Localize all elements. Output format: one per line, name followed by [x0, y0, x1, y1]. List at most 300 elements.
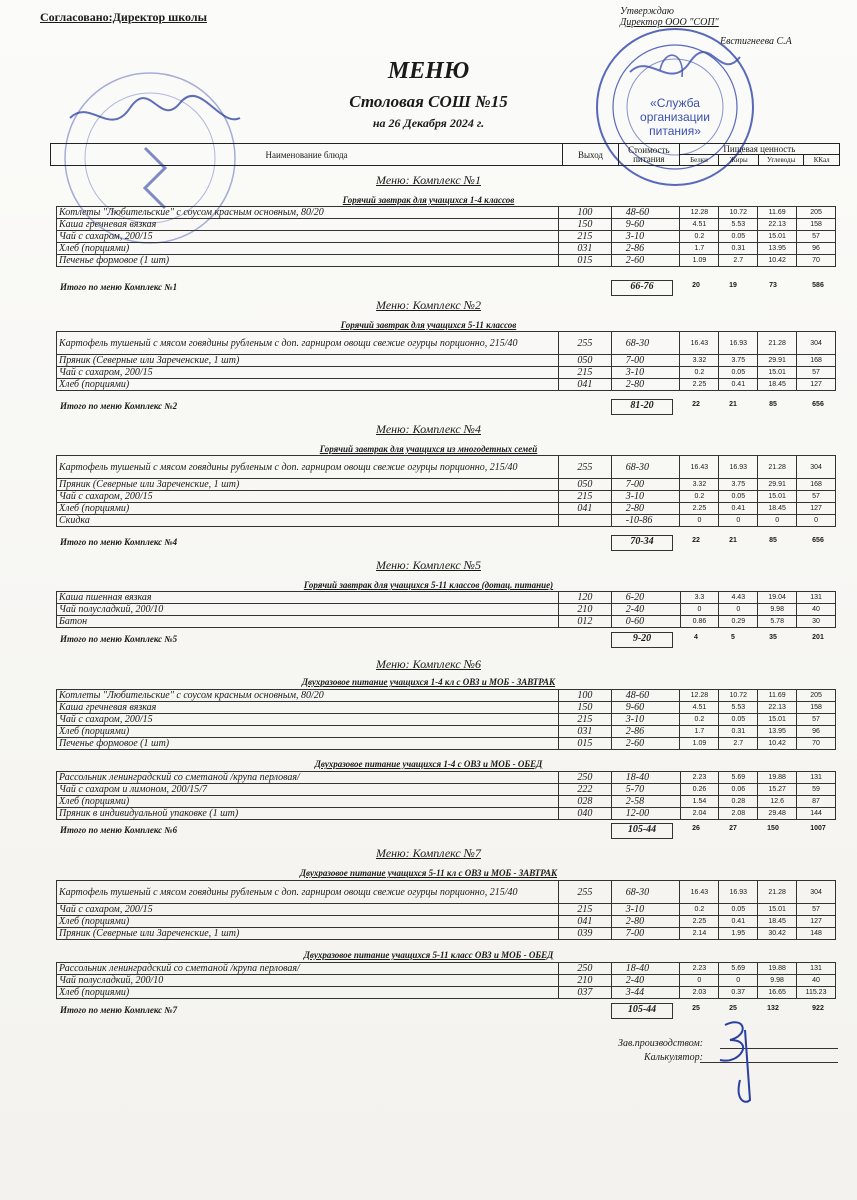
- complex-subtitle: Горячий завтрак для учащихся 5-11 классов (дотац. питание): [303, 580, 554, 590]
- dish-carbs: 21.28: [758, 332, 797, 355]
- dish-protein: 16.43: [680, 332, 719, 355]
- dish-price: 2-40: [611, 975, 680, 987]
- total-kcal: 656: [812, 401, 824, 408]
- table-row: [57, 784, 836, 796]
- dish-name: Чай с сахаром, 200/15: [57, 231, 559, 243]
- dish-protein: 3.3: [680, 592, 719, 604]
- total-carbs: 150: [767, 825, 779, 832]
- dish-name: Картофель тушеный с мясом говядины рубленым с доп. гарниром овощи свежие огурцы порционно, 215/40: [57, 332, 559, 355]
- total-price: 70-34: [611, 535, 673, 551]
- dish-carbs: 10.42: [758, 738, 797, 750]
- table-row: [57, 772, 836, 784]
- total-label: Итого по меню Комплекс №2: [60, 401, 178, 411]
- dish-fat: 0.05: [719, 491, 758, 503]
- complex-title: Меню: Комплекс №1: [376, 173, 481, 187]
- dish-output: 050: [558, 479, 611, 491]
- dish-name: Хлеб (порциями): [57, 379, 559, 391]
- dish-fat: 0: [719, 515, 758, 527]
- dish-kcal: 127: [797, 916, 836, 928]
- dish-fat: 5.53: [719, 702, 758, 714]
- dish-output: 215: [559, 714, 612, 726]
- dish-carbs: 30.42: [758, 928, 797, 940]
- dish-kcal: 57: [797, 491, 836, 503]
- dish-price: 18-40: [611, 963, 680, 975]
- dish-output: 150: [559, 702, 612, 714]
- dish-kcal: 30: [797, 616, 836, 628]
- col-nutrition: Пищевая ценность: [679, 144, 839, 155]
- dish-price: 9-60: [611, 219, 680, 231]
- total-label: Итого по меню Комплекс №6: [60, 825, 178, 835]
- dish-kcal: 158: [797, 702, 836, 714]
- dish-kcal: 127: [797, 379, 836, 391]
- dish-protein: 1.09: [680, 738, 719, 750]
- dish-output: 222: [559, 784, 612, 796]
- dish-name: Батон: [57, 616, 559, 628]
- dish-output: 100: [559, 690, 612, 702]
- dish-price: 48-60: [611, 207, 680, 219]
- dish-kcal: 70: [797, 255, 836, 267]
- dish-fat: 16.93: [719, 332, 758, 355]
- dish-carbs: 18.45: [758, 503, 797, 515]
- dish-name: Хлеб (порциями): [57, 503, 559, 515]
- dish-fat: 2.08: [719, 808, 758, 820]
- dish-protein: 0.2: [680, 367, 719, 379]
- dish-protein: 0.2: [680, 491, 719, 503]
- total-fat: 5: [731, 634, 735, 641]
- dish-fat: 4.43: [719, 592, 758, 604]
- dish-carbs: 9.98: [758, 604, 797, 616]
- dish-fat: 5.69: [719, 963, 758, 975]
- dish-output: 041: [558, 503, 611, 515]
- dish-price: 2-80: [611, 379, 680, 391]
- table-row: [57, 963, 836, 975]
- dish-price: 2-60: [611, 255, 680, 267]
- dish-name: Чай с сахаром, 200/15: [57, 904, 559, 916]
- dish-fat: 0.41: [719, 503, 758, 515]
- dish-fat: 2.7: [719, 255, 758, 267]
- dish-output: 100: [559, 207, 612, 219]
- dish-output: 215: [559, 231, 612, 243]
- dish-price: 18-40: [611, 772, 680, 784]
- total-kcal: 1007: [810, 825, 826, 832]
- total-label: Итого по меню Комплекс №1: [60, 282, 178, 292]
- total-carbs: 85: [769, 401, 777, 408]
- total-price: 105-44: [611, 823, 673, 839]
- table-row: [57, 928, 836, 940]
- calculator-label: Калькулятор:: [644, 1052, 703, 1063]
- dish-kcal: 131: [797, 772, 836, 784]
- table-row: [57, 379, 836, 391]
- table-row: [57, 726, 836, 738]
- dish-kcal: 96: [797, 726, 836, 738]
- total-carbs: 73: [769, 282, 777, 289]
- dish-protein: 2.25: [680, 379, 719, 391]
- dish-protein: 1.54: [680, 796, 719, 808]
- dish-kcal: 57: [797, 231, 836, 243]
- table-row: [57, 515, 836, 527]
- dish-output: 015: [559, 738, 612, 750]
- dish-kcal: 59: [797, 784, 836, 796]
- dish-name: Хлеб (порциями): [57, 796, 559, 808]
- dish-fat: 5.69: [719, 772, 758, 784]
- production-label: Зав.производством:: [618, 1038, 704, 1049]
- total-carbs: 85: [769, 537, 777, 544]
- approve-name: Евстигнеева С.А: [720, 36, 792, 47]
- table-row: [57, 207, 836, 219]
- table-row: [57, 616, 836, 628]
- dish-price: 2-86: [611, 243, 680, 255]
- dish-fat: 10.72: [719, 207, 758, 219]
- dish-fat: 0.37: [719, 987, 758, 999]
- dish-output: 120: [559, 592, 612, 604]
- dish-output: 210: [559, 604, 612, 616]
- dish-price: 3-10: [611, 367, 680, 379]
- col-carbs: Углеводы: [758, 155, 804, 166]
- dish-carbs: 15.01: [758, 491, 797, 503]
- table-row: [57, 714, 836, 726]
- dish-output: 255: [558, 881, 611, 904]
- dish-carbs: 22.13: [758, 219, 797, 231]
- complex-subtitle: Горячий завтрак для учащихся 5-11 классов: [340, 320, 517, 330]
- table-row: [57, 738, 836, 750]
- dish-fat: 0.05: [719, 904, 758, 916]
- menu-table: [56, 591, 836, 628]
- complex-subtitle: Двухразовое питание учащихся 5-11 кл с ОВЗ и МОБ - ЗАВТРАК: [299, 868, 558, 878]
- dish-name: Котлеты "Любительские" с соусом красным основным, 80/20: [57, 690, 559, 702]
- dish-output: 041: [558, 379, 611, 391]
- total-fat: 19: [729, 282, 737, 289]
- dish-fat: 10.72: [719, 690, 758, 702]
- table-row: [57, 503, 836, 515]
- table-row: [57, 219, 836, 231]
- dish-kcal: 304: [797, 332, 836, 355]
- dish-kcal: 57: [797, 904, 836, 916]
- dish-protein: 4.51: [680, 702, 719, 714]
- table-row: [57, 808, 836, 820]
- dish-kcal: 0: [797, 515, 836, 527]
- menu-table: [56, 771, 836, 820]
- total-fat: 27: [729, 825, 737, 832]
- dish-protein: 2.25: [680, 916, 719, 928]
- dish-kcal: 148: [797, 928, 836, 940]
- dish-protein: 1.7: [680, 726, 719, 738]
- signature-mark: [700, 1010, 780, 1110]
- dish-output: 040: [559, 808, 612, 820]
- dish-name: Хлеб (порциями): [57, 243, 559, 255]
- dish-carbs: 21.28: [758, 881, 797, 904]
- dish-output: 255: [558, 332, 611, 355]
- dish-fat: 0.05: [719, 367, 758, 379]
- dish-protein: 3.32: [680, 355, 719, 367]
- dish-protein: 1.7: [680, 243, 719, 255]
- dish-name: Пряник (Северные или Зареченские, 1 шт): [57, 355, 559, 367]
- dish-protein: 16.43: [680, 881, 719, 904]
- dish-output: 150: [559, 219, 612, 231]
- dish-output: 031: [559, 726, 612, 738]
- stamp-center-text: «Служба организации питания»: [640, 96, 710, 138]
- table-row: [57, 881, 836, 904]
- dish-fat: 3.75: [719, 355, 758, 367]
- dish-kcal: 57: [797, 367, 836, 379]
- dish-protein: 3.32: [680, 479, 719, 491]
- table-row: [57, 987, 836, 999]
- dish-name: Хлеб (порциями): [57, 987, 559, 999]
- dish-output: 037: [558, 987, 611, 999]
- dish-carbs: 22.13: [758, 702, 797, 714]
- dish-protein: 0.86: [680, 616, 719, 628]
- total-price: 81-20: [611, 399, 673, 415]
- dish-name: Котлеты "Любительские" с соусом красным основным, 80/20: [57, 207, 559, 219]
- dish-output: 255: [558, 456, 611, 479]
- menu-table: [56, 206, 836, 267]
- dish-price: 3-10: [611, 491, 680, 503]
- table-row: [57, 355, 836, 367]
- dish-carbs: 19.88: [758, 963, 797, 975]
- dish-name: Чай с сахаром, 200/15: [57, 367, 559, 379]
- complex-subtitle: Двухразовое питание учащихся 1-4 с ОВЗ и МОБ - ОБЕД: [314, 759, 543, 769]
- total-price: 66-76: [611, 280, 673, 296]
- dish-kcal: 168: [797, 479, 836, 491]
- dish-name: Картофель тушеный с мясом говядины рубленым с доп. гарниром овощи свежие огурцы порционно, 215/40: [57, 456, 559, 479]
- dish-price: 3-10: [611, 904, 680, 916]
- dish-price: 0-60: [611, 616, 680, 628]
- table-row: [57, 702, 836, 714]
- table-row: [57, 332, 836, 355]
- dish-carbs: 11.69: [758, 207, 797, 219]
- dish-carbs: 5.78: [758, 616, 797, 628]
- dish-carbs: 19.88: [758, 772, 797, 784]
- dish-price: 3-10: [611, 231, 680, 243]
- dish-output: 039: [558, 928, 611, 940]
- dish-name: Печенье формовое (1 шт): [57, 255, 559, 267]
- table-row: [57, 916, 836, 928]
- dish-fat: 0.05: [719, 231, 758, 243]
- dish-protein: 16.43: [680, 456, 719, 479]
- dish-name: Печенье формовое (1 шт): [57, 738, 559, 750]
- dish-price: 9-60: [611, 702, 680, 714]
- table-row: [57, 243, 836, 255]
- dish-price: 5-70: [611, 784, 680, 796]
- col-output: Выход: [563, 144, 619, 166]
- dish-kcal: 40: [797, 975, 836, 987]
- dish-protein: 2.04: [680, 808, 719, 820]
- dish-carbs: 15.01: [758, 367, 797, 379]
- table-row: [57, 367, 836, 379]
- table-row: [57, 491, 836, 503]
- total-label: Итого по меню Комплекс №5: [60, 634, 178, 644]
- total-fat: 25: [729, 1005, 737, 1012]
- dish-name: Каша гречневая вязкая: [57, 702, 559, 714]
- dish-name: Хлеб (порциями): [57, 726, 559, 738]
- dish-fat: 16.93: [719, 881, 758, 904]
- dish-price: 6-20: [611, 592, 680, 604]
- dish-protein: 2.23: [680, 772, 719, 784]
- dish-output: [558, 515, 611, 527]
- dish-fat: 3.75: [719, 479, 758, 491]
- total-fat: 21: [729, 401, 737, 408]
- dish-name: Пряник в индивидуальной упаковке (1 шт): [57, 808, 559, 820]
- dish-price: -10-86: [611, 515, 680, 527]
- complex-title: Меню: Комплекс №4: [376, 422, 481, 436]
- dish-output: 215: [558, 367, 611, 379]
- dish-protein: 0.2: [680, 714, 719, 726]
- dish-kcal: 87: [797, 796, 836, 808]
- dish-protein: 2.03: [680, 987, 719, 999]
- menu-table: [56, 455, 836, 527]
- dish-carbs: 15.27: [758, 784, 797, 796]
- dish-protein: 0: [680, 515, 719, 527]
- dish-price: 2-40: [611, 604, 680, 616]
- dish-price: 68-30: [611, 456, 680, 479]
- dish-kcal: 168: [797, 355, 836, 367]
- table-row: [57, 904, 836, 916]
- col-cost: Стоимость питания: [618, 144, 679, 166]
- total-protein: 20: [692, 282, 700, 289]
- dish-carbs: 10.42: [758, 255, 797, 267]
- dish-fat: 0.31: [719, 726, 758, 738]
- dish-output: 215: [558, 904, 611, 916]
- total-protein: 26: [692, 825, 700, 832]
- table-row: [57, 255, 836, 267]
- dish-name: Чай с сахаром, 200/15: [57, 714, 559, 726]
- col-fat: Жиры: [719, 155, 759, 166]
- page-title: МЕНЮ: [387, 58, 470, 84]
- dish-output: 250: [559, 772, 612, 784]
- dish-name: Каша пшенная вязкая: [57, 592, 559, 604]
- dish-fat: 0.29: [719, 616, 758, 628]
- dish-price: 2-86: [611, 726, 680, 738]
- total-label: Итого по меню Комплекс №7: [60, 1005, 178, 1015]
- dish-kcal: 131: [797, 592, 836, 604]
- dish-carbs: 9.98: [758, 975, 797, 987]
- dish-output: 012: [559, 616, 612, 628]
- agreed-label: Согласовано:Директор школы: [40, 10, 207, 24]
- dish-price: 3-10: [611, 714, 680, 726]
- dish-price: 3-44: [611, 987, 680, 999]
- dish-carbs: 29.91: [758, 479, 797, 491]
- dish-carbs: 29.48: [758, 808, 797, 820]
- dish-protein: 12.28: [680, 207, 719, 219]
- complex-title: Меню: Комплекс №6: [376, 657, 481, 671]
- dish-name: Рассольник ленинградский со сметаной /крупа перловая/: [57, 963, 559, 975]
- dish-carbs: 15.01: [758, 904, 797, 916]
- total-price: 9-20: [611, 632, 673, 648]
- col-protein: Белки: [679, 155, 719, 166]
- dish-carbs: 18.45: [758, 916, 797, 928]
- dish-kcal: 127: [797, 503, 836, 515]
- table-row: [57, 690, 836, 702]
- dish-name: Хлеб (порциями): [57, 916, 559, 928]
- dish-carbs: 12.6: [758, 796, 797, 808]
- dish-price: 7-00: [611, 355, 680, 367]
- dish-output: 041: [558, 916, 611, 928]
- table-row: [57, 796, 836, 808]
- dish-protein: 1.09: [680, 255, 719, 267]
- complex-subtitle: Горячий завтрак для учащихся 1-4 классов: [342, 195, 515, 205]
- dish-carbs: 13.95: [758, 243, 797, 255]
- dish-carbs: 0: [758, 515, 797, 527]
- dish-carbs: 16.65: [758, 987, 797, 999]
- dish-kcal: 144: [797, 808, 836, 820]
- dish-protein: 2.14: [680, 928, 719, 940]
- dish-kcal: 70: [797, 738, 836, 750]
- dish-protein: 2.25: [680, 503, 719, 515]
- dish-price: 2-80: [611, 503, 680, 515]
- dish-price: 68-30: [611, 881, 680, 904]
- complex-subtitle: Двухразовое питание учащихся 5-11 класс ОВЗ и МОБ - ОБЕД: [303, 950, 554, 960]
- approve-line1: Утверждаю: [620, 6, 674, 17]
- dish-price: 7-00: [611, 928, 680, 940]
- total-price: 105-44: [611, 1003, 673, 1019]
- dish-output: 050: [558, 355, 611, 367]
- dish-name: Чай с сахаром и лимоном, 200/15/7: [57, 784, 559, 796]
- total-kcal: 922: [812, 1005, 824, 1012]
- complex-title: Меню: Комплекс №7: [376, 846, 481, 860]
- complex-title: Меню: Комплекс №2: [376, 298, 481, 312]
- dish-kcal: 96: [797, 243, 836, 255]
- dish-fat: 0.06: [719, 784, 758, 796]
- dish-protein: 0: [680, 975, 719, 987]
- dish-price: 48-60: [611, 690, 680, 702]
- dish-protein: 12.28: [680, 690, 719, 702]
- dish-price: 12-00: [611, 808, 680, 820]
- dish-fat: 0.31: [719, 243, 758, 255]
- menu-table: [56, 880, 836, 940]
- dish-output: 028: [559, 796, 612, 808]
- dish-kcal: 131: [797, 963, 836, 975]
- dish-kcal: 57: [797, 714, 836, 726]
- total-fat: 21: [729, 537, 737, 544]
- dish-protein: 0.26: [680, 784, 719, 796]
- dish-output: 031: [559, 243, 612, 255]
- dish-carbs: 11.69: [758, 690, 797, 702]
- dish-kcal: 158: [797, 219, 836, 231]
- dish-protein: 4.51: [680, 219, 719, 231]
- total-kcal: 201: [812, 634, 824, 641]
- dish-name: Каша гречневая вязкая: [57, 219, 559, 231]
- dish-kcal: 205: [797, 690, 836, 702]
- table-row: [57, 592, 836, 604]
- total-protein: 22: [692, 537, 700, 544]
- dish-price: 7-00: [611, 479, 680, 491]
- dish-carbs: 19.04: [758, 592, 797, 604]
- dish-protein: 2.23: [680, 963, 719, 975]
- total-kcal: 656: [812, 537, 824, 544]
- dish-price: 2-80: [611, 916, 680, 928]
- total-kcal: 586: [812, 282, 824, 289]
- table-row: [57, 604, 836, 616]
- dish-price: 2-60: [611, 738, 680, 750]
- col-kcal: ККал: [804, 155, 840, 166]
- dish-output: 210: [558, 975, 611, 987]
- dish-price: 68-30: [611, 332, 680, 355]
- col-name: Наименование блюда: [51, 144, 563, 166]
- dish-price: 2-58: [611, 796, 680, 808]
- table-row: [57, 975, 836, 987]
- total-protein: 4: [694, 634, 698, 641]
- menu-table: [56, 962, 836, 999]
- dish-carbs: 13.95: [758, 726, 797, 738]
- dish-name: Скидка: [57, 515, 559, 527]
- approve-line2: Директор ООО "СОП": [620, 17, 719, 28]
- dish-fat: 0.05: [719, 714, 758, 726]
- dish-fat: 0.41: [719, 916, 758, 928]
- dish-fat: 16.93: [719, 456, 758, 479]
- complex-subtitle: Горячий завтрак для учащихся из многодетных семей: [319, 444, 538, 454]
- total-carbs: 35: [769, 634, 777, 641]
- dish-name: Пряник (Северные или Зареченские, 1 шт): [57, 479, 559, 491]
- menu-table: [56, 331, 836, 391]
